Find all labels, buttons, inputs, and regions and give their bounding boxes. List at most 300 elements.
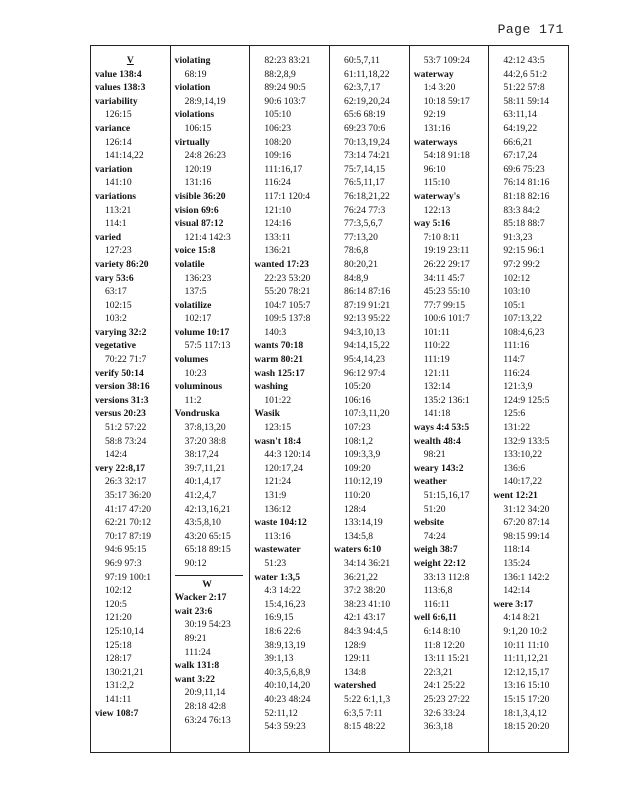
page-references: 98:21 [423,449,446,461]
index-term: waterways [413,136,458,148]
index-term: volatile [174,258,205,270]
page-references: 135:2 136:1 [423,394,470,406]
page-references: 94:6 95:15 [105,544,147,556]
page-references: 64:19,22 [503,122,538,134]
page-references: 133:14,19 [344,517,383,529]
page-references: 131:22 [503,422,531,434]
page-references: 10:11 11:10 [503,639,549,651]
index-table [90,45,569,753]
page-references: 111:16 [503,340,530,352]
index-term: violating [174,55,211,66]
page-references: 133:10,22 [503,449,543,461]
page-references: 90:12 [184,557,207,569]
index-term: warm 80:21 [254,354,304,366]
page-references: 86:14 87:16 [344,286,391,298]
index-term: water 1:3,5 [254,571,300,583]
page-references: 115:10 [423,177,450,189]
index-term: waterway's [413,190,461,202]
page-references: 67:20 87:14 [503,517,550,529]
index-term: wasn't 18:4 [254,435,301,447]
page-references: 6:14 8:10 [423,625,461,637]
page-references: 113:21 [105,204,132,216]
page-references: 129:11 [344,653,371,665]
index-column-5 [410,46,490,752]
page-references: 54:3 59:23 [264,721,306,733]
index-term: Vondruska [174,408,220,420]
page-references: 140:3 [264,326,287,338]
page-references: 51:15,16,17 [423,490,470,501]
page-references: 4:3 14:22 [264,585,301,597]
page-references: 113:16 [264,530,291,542]
page-references: 122:13 [423,204,451,216]
page-references: 30:19 54:23 [184,619,231,631]
page-references: 18:6 22:6 [264,625,301,637]
section-letter-heading: V [126,55,134,66]
page-references: 19:19 23:11 [423,245,470,257]
page-references: 36:21,22 [344,571,378,583]
index-term: very 22:8,17 [95,462,146,474]
page-references: 110:22 [423,340,450,352]
index-column-3 [250,46,330,752]
index-term: well 6:6,11 [413,612,457,624]
index-term: versus 20:23 [95,408,146,420]
page-references: 109:5 137:8 [264,313,311,325]
index-column-4 [330,46,410,752]
page-references: 121:10 [264,204,291,216]
page-references: 28:9,14,19 [184,95,226,107]
page-references: 102:12 [105,585,132,597]
index-term: voice 15:8 [174,245,216,257]
index-term: varying 32:2 [95,326,147,338]
page-references: 70:17 87:19 [105,530,152,542]
page-references: 15:4,16,23 [264,598,306,610]
page-references: 22:23 53:20 [264,272,311,284]
page-references: 37:2 38:20 [344,585,386,597]
page-references: 107:3,11,20 [344,408,390,420]
page-references: 142:14 [503,585,531,597]
index-term: vision 69:6 [174,204,219,216]
page-references: 76:5,11,17 [344,177,385,189]
index-term: virtually [174,136,210,148]
page-references: 5:22 6:1,1,3 [344,693,391,705]
index-term: varied [95,231,122,243]
page-references: 81:18 82:16 [503,190,550,202]
page-references: 39:1,13 [264,653,294,665]
page-references: 120:17,24 [264,462,303,474]
page-references: 121:11 [423,367,450,379]
page-references: 102:12 [503,272,531,284]
page-references: 90:6 103:7 [264,95,306,107]
page-references: 65:6 68:19 [344,109,386,121]
page-references: 75:7,14,15 [344,163,386,175]
page-references: 73:14 74:21 [344,150,391,162]
page-references: 134:8 [344,666,366,678]
index-term: Wasik [254,408,280,420]
page-references: 131:9 [264,490,287,501]
page-references: 114:7 [503,354,525,366]
index-term: wash 125:17 [254,367,305,379]
page-references: 1:4 3:20 [423,82,456,94]
page-references: 63:24 76:13 [184,714,231,726]
page-references: 26:22 29:17 [423,258,470,270]
page-references: 24:1 25:22 [423,680,465,692]
page-references: 127:23 [105,245,132,257]
page-references: 108:20 [264,136,291,148]
index-term: waterway [413,68,454,80]
index-term: values 138:3 [95,82,146,94]
page-references: 141:18 [423,408,451,420]
page-references: 83:3 84:2 [503,204,540,216]
index-term: walk 131:8 [174,660,220,672]
index-column-1 [91,46,171,752]
page-references: 114:1 [105,218,127,230]
page-references: 125:6 [503,408,526,420]
index-term: washing [254,381,288,393]
page-references: 104:7 105:7 [264,299,311,311]
page-references: 91:3,23 [503,231,533,243]
page-references: 132:9 133:5 [503,435,550,447]
page-references: 106:16 [344,394,371,406]
page-references: 25:23 27:22 [423,693,470,705]
page-references: 96:12 97:4 [344,367,386,379]
page-references: 69:6 75:23 [503,163,545,175]
page-references: 62:19,20,24 [344,95,390,107]
page-references: 18:1,3,4,12 [503,707,547,719]
index-term: wealth 48:4 [413,435,461,447]
page-references: 58:11 59:14 [503,95,550,107]
index-term: were 3:17 [493,598,533,610]
page-references: 97:19 100:1 [105,571,152,583]
page-references: 106:23 [264,122,291,134]
page-references: 108:4,6,23 [503,326,545,338]
page-references: 123:15 [264,422,291,434]
page-references: 98:15 99:14 [503,530,550,542]
page-references: 105:1 [503,299,526,311]
page-references: 106:15 [184,122,212,134]
page-references: 74:24 [423,530,446,542]
page-references: 102:17 [184,313,212,325]
index-term: went 12:21 [493,490,538,501]
page-references: 111:24 [184,646,211,658]
page-references: 42:12 43:5 [503,55,545,66]
index-term: variations [95,190,137,202]
page-references: 76:18,21,22 [344,190,390,202]
page-references: 10:23 [184,367,207,379]
page-references: 41:17 47:20 [105,503,152,515]
page-references: 40:23 48:24 [264,693,311,705]
page-references: 131:16 [423,122,451,134]
page-references: 92:19 [423,109,446,121]
page-references: 110:20 [344,490,371,501]
index-term: wanted 17:23 [254,258,309,270]
index-term: volatilize [174,299,212,311]
page-references: 38:17,24 [184,449,219,461]
page-references: 121:3,9 [503,381,533,393]
index-term: way 5:16 [413,218,451,230]
page-references: 108:1,2 [344,435,374,447]
index-term: wastewater [254,544,301,556]
page-references: 51:20 [423,503,446,515]
page-references: 92:13 95:22 [344,313,391,325]
page-references: 77:13,20 [344,231,378,243]
page-references: 63:11,14 [503,109,537,121]
index-term: volumes [174,354,209,366]
page-references: 120:5 [105,598,127,610]
page-references: 18:15 20:20 [503,721,550,733]
page-references: 100:6 101:7 [423,313,470,325]
page-references: 41:2,4,7 [184,490,217,501]
page-references: 37:20 38:8 [184,435,226,447]
index-column-2 [171,46,251,752]
index-term: weather [413,476,447,488]
page-references: 51:2 57:22 [105,422,147,434]
page-references: 97:2 99:2 [503,258,540,270]
page-references: 107:13,22 [503,313,543,325]
page-references: 136:21 [264,245,291,257]
page-references: 89:24 90:5 [264,82,306,94]
page-references: 140:17,22 [503,476,543,488]
page-references: 6:3,5 7:11 [344,707,383,719]
page-references: 15:15 17:20 [503,693,550,705]
page-references: 101:22 [264,394,291,406]
page-references: 132:14 [423,381,451,393]
page-references: 109:3,3,9 [344,449,381,461]
index-term: variation [95,163,133,175]
page-references: 136:6 [503,462,526,474]
page-references: 78:6,8 [344,245,369,257]
page-references: 95:4,14,23 [344,354,386,366]
page-references: 61:11,18,22 [344,68,390,80]
page-references: 117:1 120:4 [264,190,311,202]
page-references: 7:10 8:11 [423,231,460,243]
page-references: 8:15 48:22 [344,721,386,733]
page-references: 130:21,21 [105,666,144,678]
page-references: 70:22 71:7 [105,354,147,366]
page-references: 92:15 96:1 [503,245,545,257]
page-references: 126:14 [105,136,132,148]
page-references: 125:18 [105,639,132,651]
page-references: 13:16 15:10 [503,680,550,692]
page-references: 34:11 45:7 [423,272,465,284]
page-references: 84:8,9 [344,272,369,284]
page-references: 76:24 77:3 [344,204,386,216]
page-references: 44:3 120:14 [264,449,311,461]
page-references: 141:14,22 [105,150,144,162]
page-references: 111:19 [423,354,450,366]
page-references: 24:8 26:23 [184,150,226,162]
page-references: 58:8 73:24 [105,435,147,447]
section-letter-heading: W [175,575,244,592]
page-references: 42:1 43:17 [344,612,386,624]
page-references: 52:11,12 [264,707,298,719]
page-references: 69:23 70:6 [344,122,386,134]
page-references: 135:24 [503,557,531,569]
page-references: 136:12 [264,503,291,515]
page-references: 136:1 142:2 [503,571,550,583]
page-references: 103:2 [105,313,127,325]
page-references: 82:23 83:21 [264,55,311,66]
page-references: 70:13,19,24 [344,136,390,148]
page-references: 110:12,19 [344,476,383,488]
page-references: 51:23 [264,557,287,569]
page-references: 40:3,5,6,8,9 [264,666,311,678]
page-references: 20:9,11,14 [184,687,226,699]
page-references: 35:17 36:20 [105,490,152,501]
index-term: wants 70:18 [254,340,304,352]
index-term: variability [95,95,138,107]
page-references: 12:12,15,17 [503,666,550,678]
page-references: 60:5,7,11 [344,55,380,66]
page-references: 131:2,2 [105,680,135,692]
page-references: 42:13,16,21 [184,503,231,515]
index-term: versions 31:3 [95,394,149,406]
index-term: volume 10:17 [174,326,230,338]
page-references: 40:10,14,20 [264,680,311,692]
page-references: 65:18 89:15 [184,544,231,556]
index-term: Wacker 2:17 [174,592,227,604]
page-references: 141:11 [105,693,132,705]
index-term: wait 23:6 [174,605,213,617]
page-references: 116:11 [423,598,450,610]
page-references: 38:23 41:10 [344,598,391,610]
index-term: variety 86:20 [95,258,149,270]
index-term: violations [174,109,215,121]
page-references: 54:18 91:18 [423,150,470,162]
page-references: 84:3 94:4,5 [344,625,388,637]
page-references: 109:20 [344,462,371,474]
page-references: 109:16 [264,150,291,162]
page-references: 121:24 [264,476,291,488]
page-references: 105:10 [264,109,291,121]
index-term: visible 36:20 [174,190,226,202]
page-references: 133:11 [264,231,291,243]
page-references: 34:14 36:21 [344,557,391,569]
page-references: 124:9 125:5 [503,394,550,406]
page-references: 36:3,18 [423,721,453,733]
page-references: 66:6,21 [503,136,533,148]
page-references: 77:7 99:15 [423,299,465,311]
page-references: 94:3,10,13 [344,326,386,338]
index-term: version 38:16 [95,381,150,393]
page-references: 45:23 55:10 [423,286,470,298]
page-references: 11:8 12:20 [423,639,465,651]
page-references: 37:8,13,20 [184,422,226,434]
page-references: 118:14 [503,544,530,556]
page-references: 16:9,15 [264,612,294,624]
page-references: 124:16 [264,218,291,230]
index-term: voluminous [174,381,223,393]
page-references: 88:2,8,9 [264,68,296,80]
index-term: weary 143:2 [413,462,464,474]
page-references: 57:5 117:13 [184,340,231,352]
page-references: 89:21 [184,632,207,644]
page-references: 62:21 70:12 [105,517,152,529]
page-references: 94:14,15,22 [344,340,390,352]
page-references: 43:5,8,10 [184,517,221,529]
page-references: 128:9 [344,639,366,651]
page-references: 80:20,21 [344,258,378,270]
index-term: vegetative [95,340,137,352]
page-references: 38:9,13,19 [264,639,306,651]
page-references: 53:7 109:24 [423,55,470,66]
page-references: 126:15 [105,109,132,121]
page-references: 11:2 [184,394,202,406]
index-term: value 138:4 [95,68,142,80]
index-term: vary 53:6 [95,272,134,284]
page-references: 113:6,8 [423,585,453,597]
page-references: 96:9 97:3 [105,557,142,569]
index-term: want 3:22 [174,673,215,685]
index-term: variance [95,122,131,134]
page-references: 116:24 [503,367,530,379]
index-term: weigh 38:7 [413,544,458,556]
index-term: violation [174,82,211,94]
page-references: 4:14 8:21 [503,612,540,624]
index-column-6 [489,46,568,752]
page-references: 10:18 59:17 [423,95,470,107]
index-term: watershed [334,680,377,692]
page-references: 137:5 [184,286,207,298]
page-references: 44:2,6 51:2 [503,68,548,80]
page-references: 142:4 [105,449,127,461]
page-references: 26:3 32:17 [105,476,147,488]
page-references: 101:11 [423,326,450,338]
page-references: 51:22 57:8 [503,82,545,94]
page-references: 120:19 [184,163,212,175]
index-term: waste 104:12 [254,517,307,529]
page-references: 103:10 [503,286,531,298]
page-references: 136:23 [184,272,212,284]
page-references: 39:7,11,21 [184,462,226,474]
page-references: 85:18 88:7 [503,218,545,230]
page-references: 141:10 [105,177,132,189]
page-references: 32:6 33:24 [423,707,465,719]
page-references: 121:4 142:3 [184,231,231,243]
page-references: 55:20 78:21 [264,286,311,298]
page-references: 125:10,14 [105,625,144,637]
page-references: 128:17 [105,653,132,665]
index-term: verify 50:14 [95,367,144,379]
index-term: view 108:7 [95,707,139,719]
page-references: 9:1,20 10:2 [503,625,548,637]
page-references: 111:16,17 [264,163,303,175]
page-references: 40:1,4,17 [184,476,221,488]
page-references: 128:4 [344,503,366,515]
index-term: website [413,517,445,529]
index-term: ways 4:4 53:5 [413,422,470,434]
page-references: 131:16 [184,177,212,189]
page-references: 116:24 [264,177,291,189]
page-references: 13:11 15:21 [423,653,470,665]
index-term: visual 87:12 [174,218,224,230]
page-number: Page 171 [497,22,564,37]
page-references: 33:13 112:8 [423,571,470,583]
page-references: 121:20 [105,612,132,624]
index-term: weight 22:12 [413,557,466,569]
page-references: 43:20 65:15 [184,530,231,542]
page-references: 105:20 [344,381,371,393]
page-references: 76:14 81:16 [503,177,550,189]
page-references: 28:18 42:8 [184,700,226,712]
page-references: 22:3,21 [423,666,453,678]
page-references: 67:17,24 [503,150,538,162]
page-references: 31:12 34:20 [503,503,550,515]
page-references: 96:10 [423,163,446,175]
page-references: 107:23 [344,422,371,434]
page-references: 102:15 [105,299,132,311]
page-references: 11:11,12,21 [503,653,549,665]
page-references: 62:3,7,17 [344,82,381,94]
